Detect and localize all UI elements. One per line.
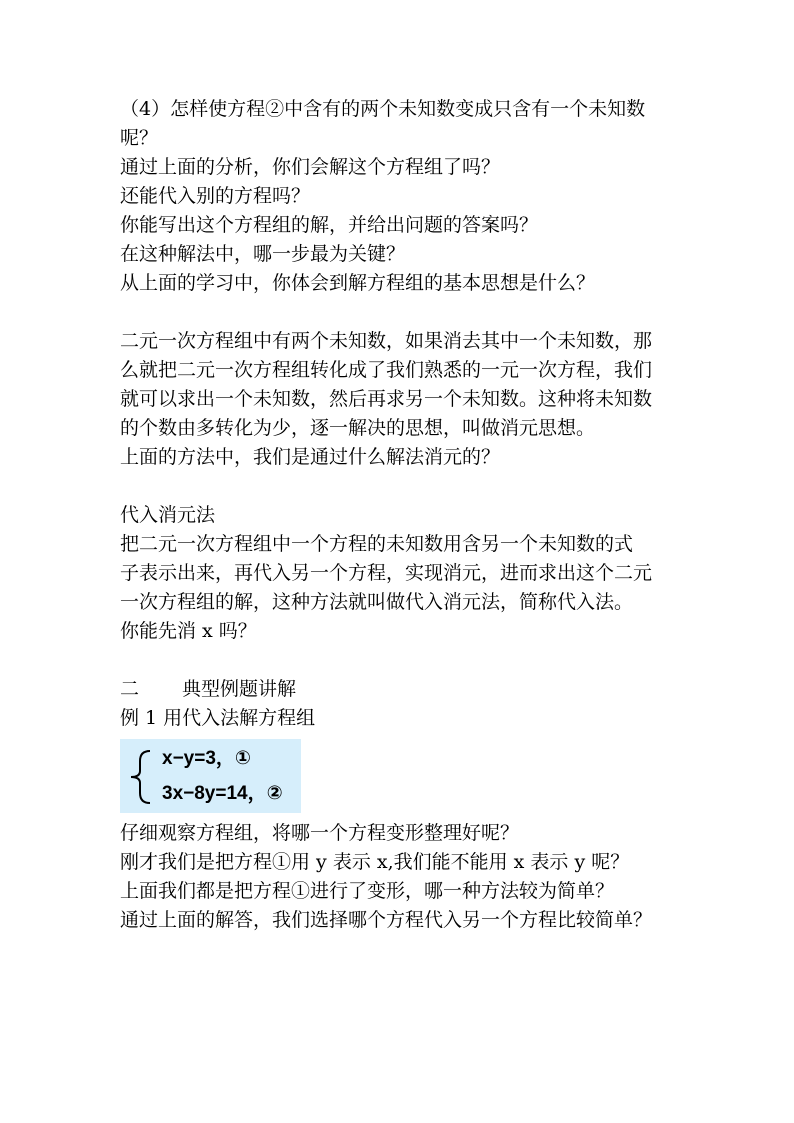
question-line: 从上面的学习中，你体会到解方程组的基本思想是什么？ (120, 272, 596, 294)
equation-system-box (120, 739, 301, 813)
intro-questions (120, 95, 685, 298)
paragraph-line: 一次方程组的解，这种方法就叫做代入消元法，简称代入法。 (120, 591, 634, 613)
question-line: 通过上面的分析，你们会解这个方程组了吗？ (120, 156, 501, 178)
question-line: 上面我们都是把方程①进行了变形，哪一种方法较为简单？ (120, 880, 615, 902)
equation-2: 3x−8y=14，② (162, 783, 283, 804)
closing-questions (120, 819, 685, 935)
question-line: 还能代入别的方程吗？ (120, 185, 311, 207)
substitution-title: 代入消元法 (120, 504, 216, 526)
equation-1: x−y=3，① (162, 748, 251, 769)
blank-line (120, 646, 685, 675)
blank-line (120, 472, 685, 501)
section-number: 二 (120, 678, 140, 700)
document-page (120, 95, 685, 935)
substitution-paragraph (120, 530, 685, 617)
paragraph-line: 二元一次方程组中有两个未知数，如果消去其中一个未知数，那 (120, 330, 653, 352)
blank-line (120, 298, 685, 327)
paragraph-line: 的个数由多转化为少，逐一解决的思想，叫做消元思想。 (120, 417, 596, 439)
paragraph-line: 子表示出来，再代入另一个方程，实现消元，进而求出这个二元 (120, 562, 653, 584)
section-heading (120, 675, 685, 704)
substitution-question: 你能先消 x 吗？ (120, 620, 257, 642)
example-title: 例 1 用代入法解方程组 (120, 707, 316, 729)
paragraph-line: 么就把二元一次方程组转化成了我们熟悉的一元一次方程，我们 (120, 359, 653, 381)
question-line: 通过上面的解答，我们选择哪个方程代入另一个方程比较简单？ (120, 909, 653, 931)
question-line: 呢？ (120, 127, 159, 149)
question-line: 在这种解法中，哪一步最为关键？ (120, 243, 406, 265)
elimination-question: 上面的方法中，我们是通过什么解法消元的？ (120, 446, 501, 468)
section-title: 典型例题讲解 (182, 678, 297, 700)
elimination-paragraph (120, 327, 685, 443)
question-line: 刚才我们是把方程①用 y 表示 x,我们能不能用 x 表示 y 呢？ (120, 851, 630, 873)
question-line: （4）怎样使方程②中含有的两个未知数变成只含有一个未知数 (120, 98, 646, 120)
question-line: 仔细观察方程组，将哪一个方程变形整理好呢？ (120, 822, 520, 844)
question-line: 你能写出这个方程组的解，并给出问题的答案吗？ (120, 214, 539, 236)
paragraph-line: 就可以求出一个未知数，然后再求另一个未知数。这种将未知数 (120, 388, 653, 410)
paragraph-line: 把二元一次方程组中一个方程的未知数用含另一个未知数的式 (120, 533, 634, 555)
left-brace-icon (128, 749, 152, 805)
